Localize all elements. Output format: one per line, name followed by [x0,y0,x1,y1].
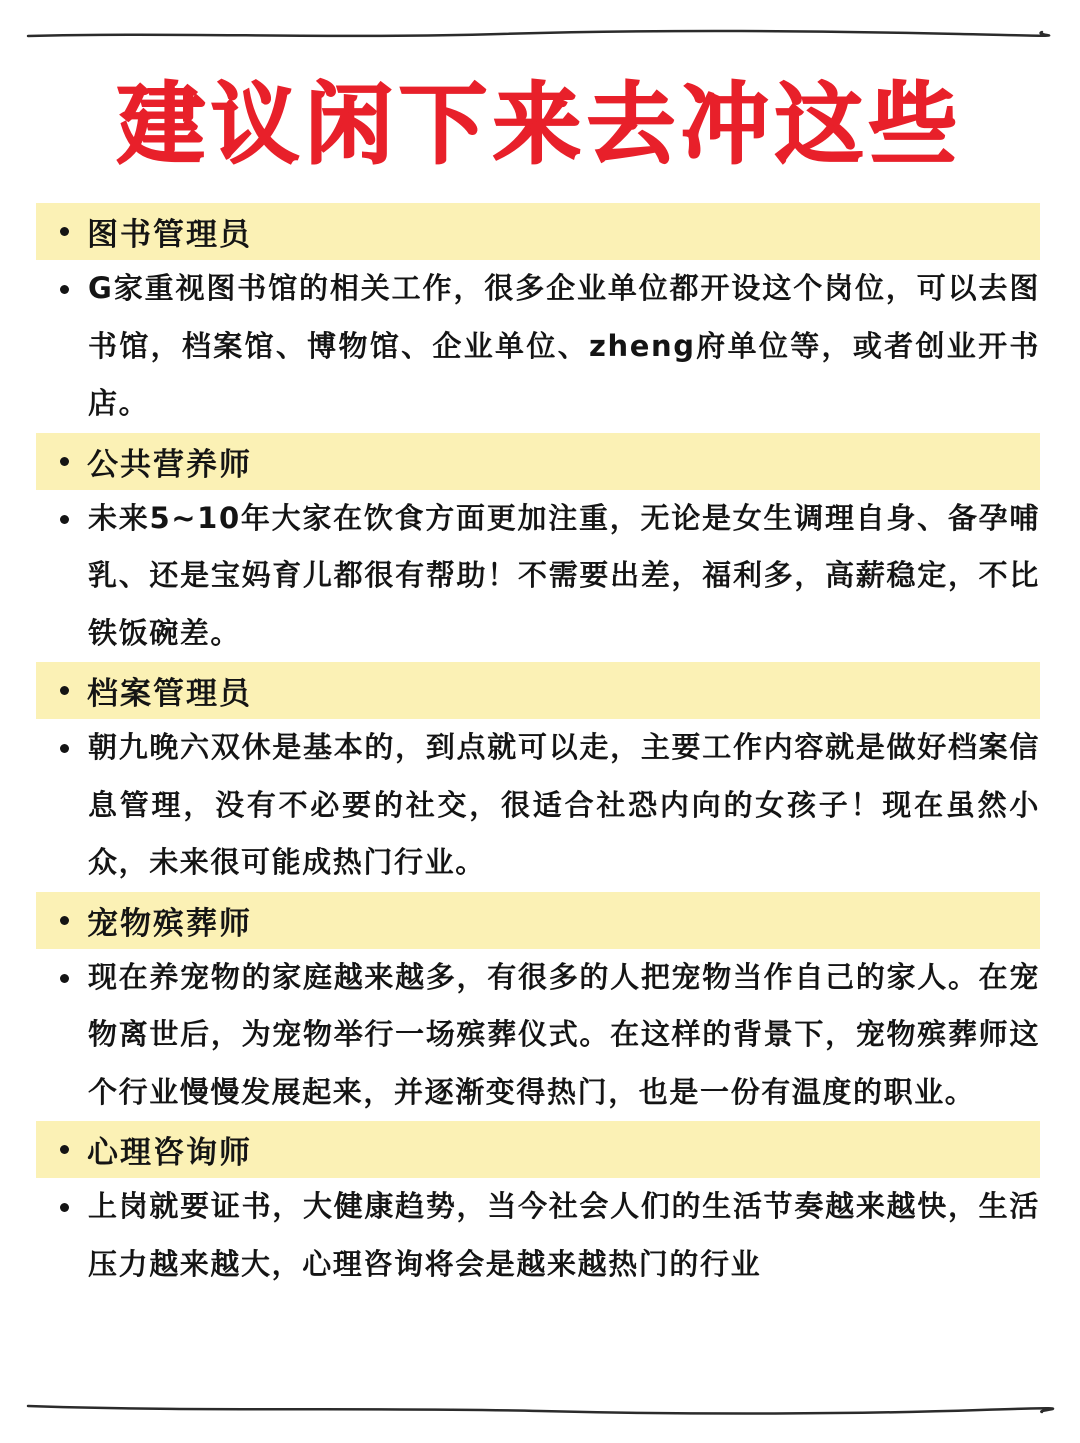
job-heading: 公共营养师 [87,446,252,483]
job-heading-bar [36,203,1040,260]
job-section [36,433,1040,663]
job-description [36,949,1040,1122]
bullet-dot-icon [60,686,69,695]
job-heading: 心理咨询师 [87,1135,252,1171]
bullet-dot-icon [60,916,69,925]
top-divider-line [0,22,1080,46]
bullet-dot-icon [60,1145,69,1154]
job-heading: 档案管理员 [87,676,252,712]
job-heading: 宠物殡葬师 [87,905,252,942]
job-description-text: 上岗就要证书，大健康趋势，当今社会人们的生活节奏越来越快，生活压力越来越大，心理咨询将会是越来越热门的行业 [88,1189,1040,1281]
job-description-text: 未来5~10年大家在饮食方面更加注重，无论是女生调理自身、备孕哺乳、还是宝妈育儿都很有帮助！不需要出差，福利多，高薪稳定，不比铁饭碗差。 [88,500,1040,650]
job-section [36,203,1040,433]
job-heading-bar [36,892,1040,949]
job-section [36,892,1040,1122]
job-description-text: 朝九晚六双休是基本的，到点就可以走，主要工作内容就是做好档案信息管理，没有不必要的社交，很适合社恐内向的女孩子！现在虽然小众，未来很可能成热门行业。 [88,730,1040,879]
bullet-dot-icon [60,1203,69,1212]
job-description [36,719,1040,892]
bullet-dot-icon [60,285,69,294]
job-description-text: 现在养宠物的家庭越来越多，有很多的人把宠物当作自己的家人。在宠物离世后，为宠物举行一场殡葬仪式。在这样的背景下，宠物殡葬师这个行业慢慢发展起来，并逐渐变得热门，也是一份有温度的职业。 [88,959,1040,1109]
job-list [36,203,1040,1293]
job-description [36,260,1040,433]
bullet-dot-icon [60,227,69,236]
job-heading-bar [36,1121,1040,1178]
job-heading-bar [36,662,1040,719]
bullet-dot-icon [60,744,69,753]
bullet-dot-icon [60,515,69,524]
page-title: 建议闲下来去冲这些 [116,73,963,176]
bullet-dot-icon [60,457,69,466]
job-description [36,490,1040,663]
job-heading-bar [36,433,1040,490]
job-section [36,662,1040,892]
job-description [36,1178,1040,1293]
bullet-dot-icon [60,974,69,983]
job-section [36,1121,1040,1293]
job-heading: 图书管理员 [87,217,252,253]
bottom-divider-line [0,1398,1080,1422]
job-description-text: G家重视图书馆的相关工作，很多企业单位都开设这个岗位，可以去图书馆，档案馆、博物馆、企业单位、zheng府单位等，或者创业开书店。 [88,271,1040,420]
